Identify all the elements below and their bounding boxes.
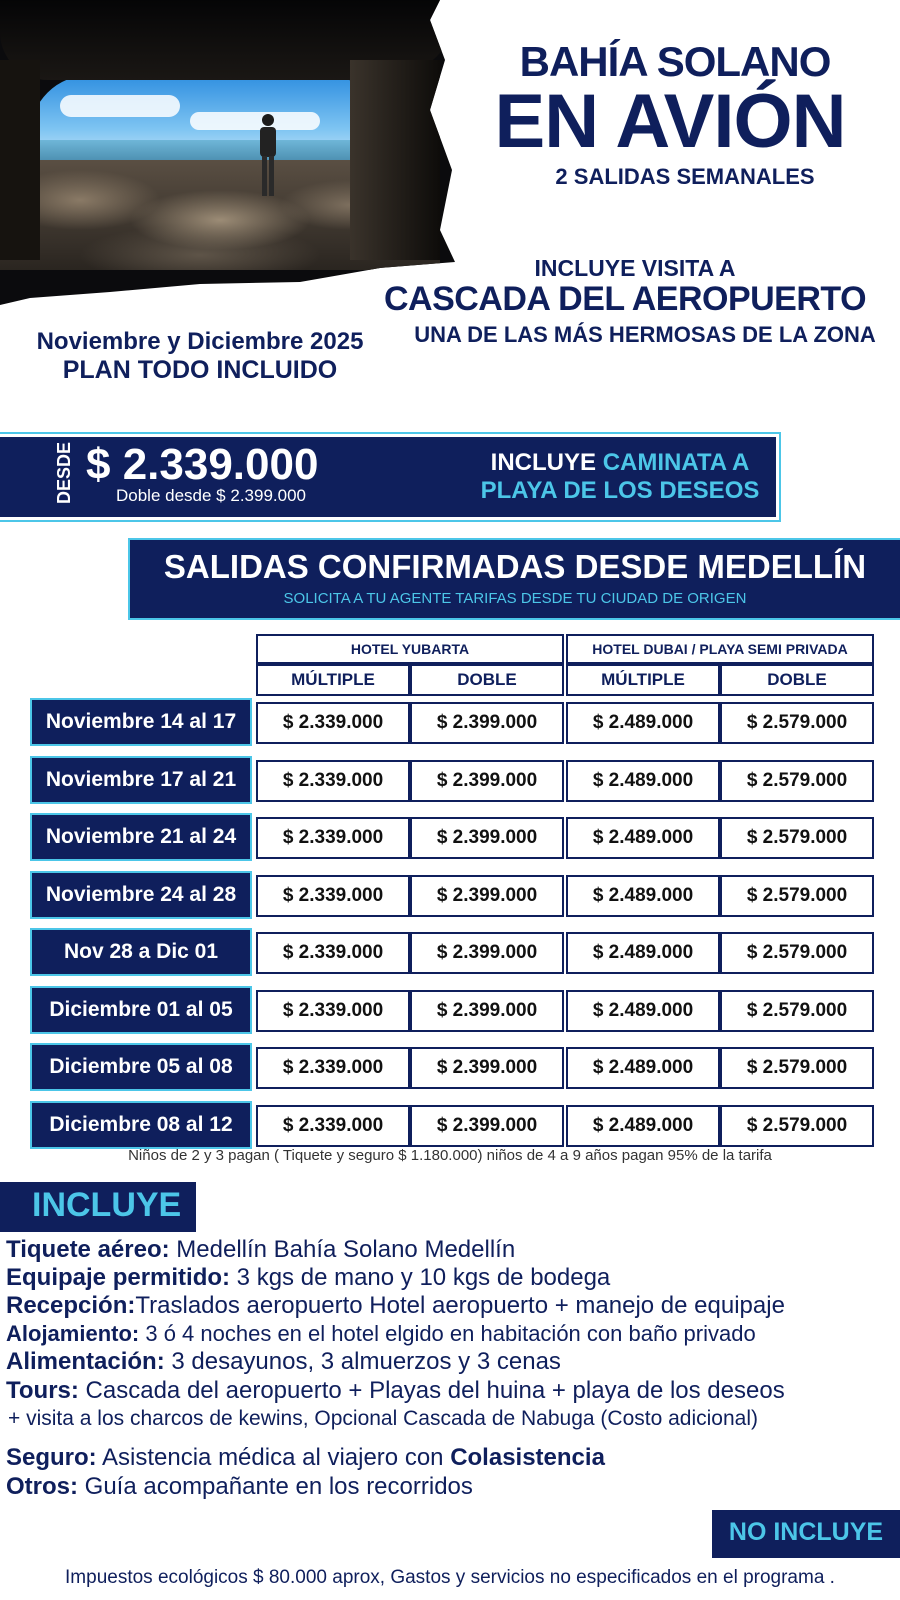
desde-label: DESDE xyxy=(54,442,74,505)
incluye-item xyxy=(6,1320,756,1348)
cloud xyxy=(60,95,180,117)
caminata-text: CAMINATA A xyxy=(602,449,750,476)
price-cell: $ 2.339.000 xyxy=(256,1047,410,1089)
departure-date: Nov 28 a Dic 01 xyxy=(32,930,250,974)
includes-hike-line2: PLAYA DE LOS DESEOS xyxy=(480,477,760,504)
incluye-item-text: Cascada del aeropuerto + Playas del huina + playa de los deseos xyxy=(78,1377,785,1404)
incluye-item-text: Traslados aeropuerto Hotel aeropuerto + manejo de equipaje xyxy=(135,1292,785,1319)
price-cell: $ 2.579.000 xyxy=(720,990,874,1032)
price-cell: $ 2.579.000 xyxy=(720,875,874,917)
hotel-dubai-header: HOTEL DUBAI / PLAYA SEMI PRIVADA xyxy=(566,634,874,664)
incluye-item-label: Equipaje permitido: xyxy=(6,1264,231,1291)
departure-date: Diciembre 08 al 12 xyxy=(32,1103,250,1147)
price-cell: $ 2.579.000 xyxy=(720,702,874,744)
cave-wall-left xyxy=(0,60,40,260)
starting-price: $ 2.339.000 xyxy=(86,440,319,489)
price-cell: $ 2.579.000 xyxy=(720,760,874,802)
departure-date: Noviembre 24 al 28 xyxy=(32,873,250,917)
incluye-item xyxy=(6,1292,785,1320)
price-cell: $ 2.339.000 xyxy=(256,760,410,802)
incluye-item-label: Alimentación: xyxy=(6,1348,165,1375)
price-cell: $ 2.399.000 xyxy=(410,1105,564,1147)
includes-visit-label: INCLUYE VISITA A xyxy=(534,255,736,281)
incluye-item-text: 3 ó 4 noches en el hotel elgido en habitación con baño privado xyxy=(139,1321,756,1346)
price-cell: $ 2.339.000 xyxy=(256,702,410,744)
person-silhouette xyxy=(255,112,281,202)
no-incluye-text: Impuestos ecológicos $ 80.000 aprox, Gastos y servicios no especificados en el programa . xyxy=(65,1567,835,1588)
departure-date: Noviembre 17 al 21 xyxy=(32,758,250,802)
kids-note: Niños de 2 y 3 pagan ( Tiquete y seguro $ 1.180.000) niños de 4 a 9 años pagan 95% de la tarifa xyxy=(128,1147,772,1164)
insurance-provider: Colasistencia xyxy=(450,1444,605,1471)
waterfall-subtitle: UNA DE LAS MÁS HERMOSAS DE LA ZONA xyxy=(414,322,876,347)
plan-type: PLAN TODO INCLUIDO xyxy=(62,356,338,384)
price-cell: $ 2.489.000 xyxy=(566,875,720,917)
waterfall-title: CASCADA DEL AEROPUERTO xyxy=(383,280,867,318)
weekly-departures: 2 SALIDAS SEMANALES xyxy=(555,164,815,189)
price-cell: $ 2.489.000 xyxy=(566,702,720,744)
includes-hike-line1 xyxy=(475,449,765,477)
price-cell: $ 2.489.000 xyxy=(566,990,720,1032)
incluye-item xyxy=(6,1377,785,1405)
incluye-item xyxy=(6,1444,605,1472)
title-line2: EN AVIÓN xyxy=(494,79,846,164)
price-cell: $ 2.579.000 xyxy=(720,1105,874,1147)
price-cell: $ 2.399.000 xyxy=(410,875,564,917)
price-cell: $ 2.399.000 xyxy=(410,1047,564,1089)
price-cell: $ 2.489.000 xyxy=(566,932,720,974)
incluye-item-label: Tours: xyxy=(6,1377,79,1404)
price-cell: $ 2.339.000 xyxy=(256,817,410,859)
incluye-item xyxy=(6,1473,473,1501)
price-cell: $ 2.399.000 xyxy=(410,990,564,1032)
price-cell: $ 2.399.000 xyxy=(410,817,564,859)
departure-date: Diciembre 01 al 05 xyxy=(32,988,250,1032)
departures-title: SALIDAS CONFIRMADAS DESDE MEDELLÍN xyxy=(163,548,867,585)
price-cell: $ 2.579.000 xyxy=(720,1047,874,1089)
price-cell: $ 2.339.000 xyxy=(256,990,410,1032)
incluye-item-label: Otros: xyxy=(6,1473,78,1500)
col-doble-1: DOBLE xyxy=(410,664,564,696)
incluye-word: INCLUYE xyxy=(490,449,597,476)
incluye-item-text: Medellín Bahía Solano Medellín xyxy=(169,1236,516,1263)
incluye-item-text: 3 kgs de mano y 10 kgs de bodega xyxy=(230,1264,611,1291)
price-cell: $ 2.339.000 xyxy=(256,875,410,917)
incluye-item xyxy=(6,1236,515,1264)
travel-period: Noviembre y Diciembre 2025 xyxy=(36,328,364,355)
incluye-item-label: Recepción: xyxy=(6,1292,136,1319)
price-cell: $ 2.489.000 xyxy=(566,1105,720,1147)
no-incluye-heading: NO INCLUYE xyxy=(728,1518,884,1546)
incluye-item-text: 3 desayunos, 3 almuerzos y 3 cenas xyxy=(164,1348,561,1375)
price-cell: $ 2.339.000 xyxy=(256,932,410,974)
incluye-heading: INCLUYE xyxy=(32,1186,182,1224)
price-cell: $ 2.579.000 xyxy=(720,932,874,974)
price-cell: $ 2.489.000 xyxy=(566,817,720,859)
title-line1: BAHÍA SOLANO xyxy=(519,38,831,85)
incluye-item-label: Seguro: xyxy=(6,1444,97,1471)
col-multiple-1: MÚLTIPLE xyxy=(256,664,410,696)
departure-date: Diciembre 05 al 08 xyxy=(32,1045,250,1089)
incluye-item-text: Guía acompañante en los recorridos xyxy=(78,1473,473,1500)
doble-price-note: Doble desde $ 2.399.000 xyxy=(116,486,306,505)
cave-wall-right xyxy=(350,60,440,260)
price-cell: $ 2.399.000 xyxy=(410,702,564,744)
col-multiple-2: MÚLTIPLE xyxy=(566,664,720,696)
price-cell: $ 2.579.000 xyxy=(720,817,874,859)
col-doble-2: DOBLE xyxy=(720,664,874,696)
price-cell: $ 2.399.000 xyxy=(410,932,564,974)
departure-date: Noviembre 21 al 24 xyxy=(32,815,250,859)
incluye-item-label: Tiquete aéreo: xyxy=(6,1236,170,1263)
price-cell: $ 2.339.000 xyxy=(256,1105,410,1147)
price-cell: $ 2.489.000 xyxy=(566,1047,720,1089)
price-cell: $ 2.489.000 xyxy=(566,760,720,802)
incluye-item xyxy=(6,1348,561,1376)
incluye-item xyxy=(6,1264,610,1292)
incluye-item-text: Asistencia médica al viajero con xyxy=(96,1444,451,1471)
incluye-item-text: + visita a los charcos de kewins, Opcional Cascada de Nabuga (Costo adicional) xyxy=(8,1407,758,1430)
incluye-item-label: Alojamiento: xyxy=(6,1321,140,1346)
departures-subtitle: SOLICITA A TU AGENTE TARIFAS DESDE TU CIUDAD DE ORIGEN xyxy=(283,590,747,607)
price-cell: $ 2.399.000 xyxy=(410,760,564,802)
hotel-yubarta-header: HOTEL YUBARTA xyxy=(256,634,564,664)
incluye-item xyxy=(8,1405,758,1433)
departure-date: Noviembre 14 al 17 xyxy=(32,700,250,744)
cave-photo xyxy=(0,0,460,310)
